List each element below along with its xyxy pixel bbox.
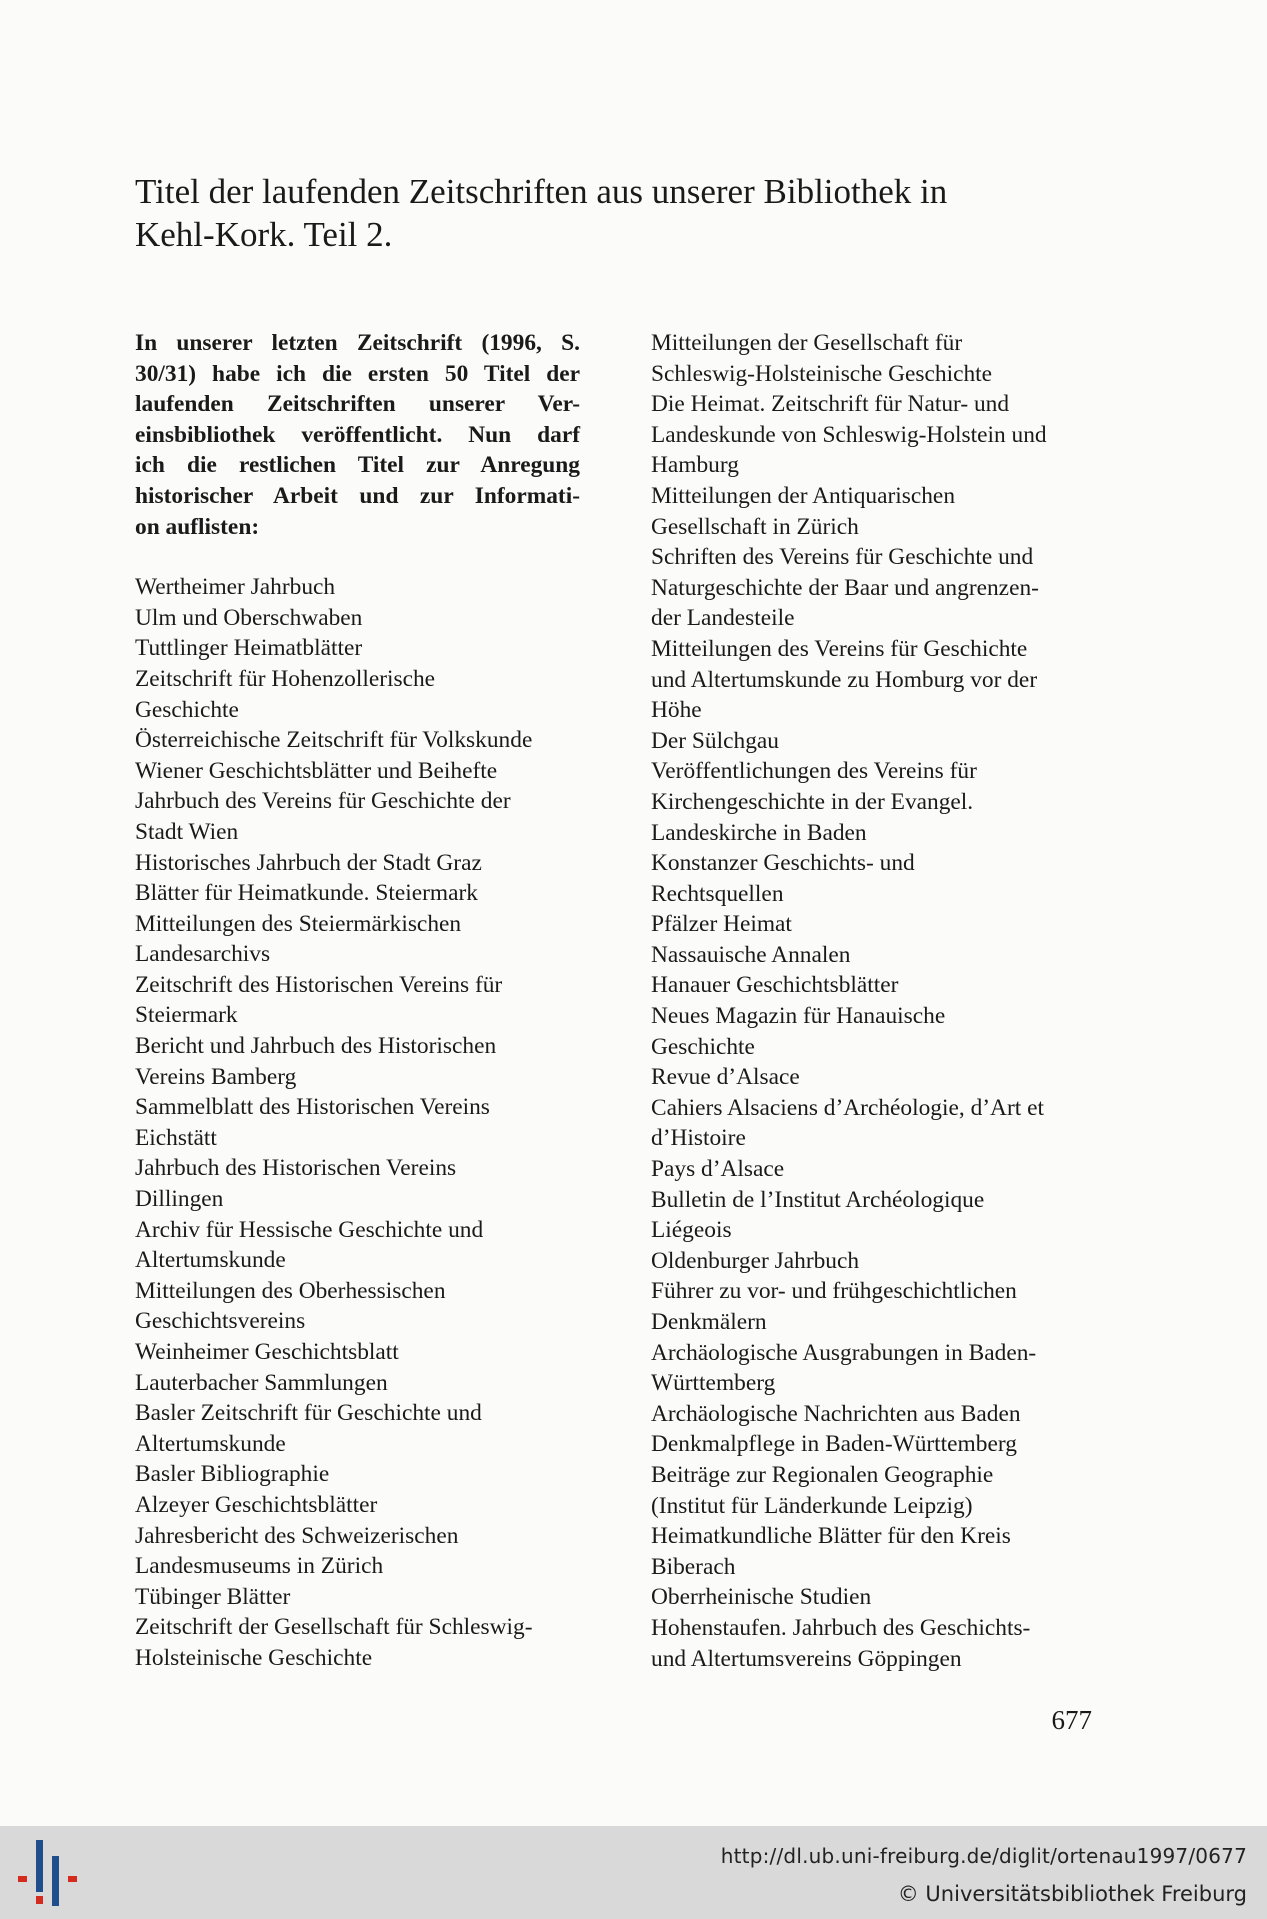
journal-title — [135, 603, 580, 634]
journal-title-line: Landeskirche in Baden — [651, 819, 867, 846]
journal-title — [651, 1521, 1097, 1582]
journal-title-line: Mitteilungen des Steiermärkischen — [135, 910, 462, 937]
journal-title-line: Basler Bibliographie — [135, 1461, 330, 1488]
left-column — [135, 328, 580, 1674]
journal-title — [651, 481, 1097, 542]
journal-title — [135, 572, 580, 603]
journal-title-line: Eichstätt — [135, 1124, 217, 1151]
journal-title-line: Tuttlinger Heimatblätter — [135, 635, 363, 662]
journal-title-line: Veröffentlichungen des Vereins für — [651, 758, 977, 785]
journal-title-line: und Altertumskunde zu Homburg vor der — [651, 666, 1038, 693]
journal-title-line: Die Heimat. Zeitschrift für Natur- und — [651, 391, 1010, 418]
journal-title-line: Lauterbacher Sammlungen — [135, 1369, 388, 1396]
journal-title — [135, 1459, 580, 1490]
page-title — [135, 170, 1095, 256]
journal-title — [651, 756, 1097, 848]
journal-title-line: Jahrbuch des Vereins für Geschichte der — [135, 788, 511, 815]
journal-title-line: Naturgeschichte der Baar und angrenzen- — [651, 574, 1039, 601]
journal-title-line: und Altertumsvereins Göppingen — [651, 1645, 962, 1672]
journal-title — [135, 1276, 580, 1337]
journal-title-line: Führer zu vor- und frühgeschichtlichen — [651, 1278, 1017, 1305]
journal-title — [651, 1613, 1097, 1674]
journal-title-line: Altertumskunde — [135, 1247, 286, 1274]
journal-title — [135, 1337, 580, 1368]
journal-title-line: Nassauische Annalen — [651, 941, 851, 968]
copyright-text: © Universitätsbibliothek Freiburg — [897, 1882, 1247, 1906]
journal-title — [135, 1368, 580, 1399]
journal-title — [135, 756, 580, 787]
journal-title-line: Wertheimer Jahrbuch — [135, 574, 336, 601]
journal-title-line: Weinheimer Geschichtsblatt — [135, 1339, 399, 1365]
journal-title-line: Jahresbericht des Schweizerischen — [135, 1522, 459, 1549]
journal-title — [135, 786, 580, 847]
journal-title — [651, 1001, 1097, 1062]
intro-line: In unserer letzten Zeitschrift (1996, S. — [135, 330, 580, 356]
journal-title-line: Mitteilungen des Oberhessischen — [135, 1277, 446, 1304]
journal-title-line: Heimatkundliche Blätter für den Kreis — [651, 1523, 1011, 1550]
journal-title-line: Historisches Jahrbuch der Stadt Graz — [135, 849, 482, 876]
journal-title — [651, 1338, 1097, 1399]
journal-title — [651, 1582, 1097, 1613]
journal-title-line: Denkmälern — [651, 1309, 767, 1335]
journal-title — [135, 1398, 580, 1459]
journal-title — [135, 1215, 580, 1276]
journal-list-right — [651, 328, 1097, 1674]
intro-line: ich die restlichen Titel zur Anregung — [135, 452, 580, 479]
journal-title-line: Pays d’Alsace — [651, 1156, 785, 1183]
journal-title-line: Hamburg — [651, 452, 739, 479]
journal-title — [651, 1276, 1097, 1337]
journal-title-line: Rechtsquellen — [651, 880, 784, 907]
journal-title-line: Biberach — [651, 1553, 736, 1580]
journal-title — [135, 725, 580, 756]
journal-title — [135, 1092, 580, 1153]
intro-line: on auflisten: — [135, 513, 260, 540]
title-line: Kehl-Kork. Teil 2. — [135, 215, 393, 254]
journal-title — [651, 634, 1097, 726]
journal-title-line: Mitteilungen der Gesellschaft für — [651, 330, 963, 356]
journal-title-line: Steiermark — [135, 1002, 238, 1029]
journal-title-line: Landeskunde von Schleswig-Holstein und — [651, 421, 1047, 448]
ub-freiburg-logo-icon[interactable] — [14, 1838, 84, 1908]
page-number: 677 — [1051, 1705, 1092, 1735]
journal-title-line: Zeitschrift des Historischen Vereins für — [135, 971, 503, 998]
journal-list-left — [135, 572, 580, 1673]
journal-title-line: Hanauer Geschichtsblätter — [651, 972, 899, 999]
journal-title-line: Stadt Wien — [135, 818, 239, 845]
journal-title-line: Schleswig-Holsteinische Geschichte — [651, 360, 993, 387]
journal-title — [651, 1093, 1097, 1154]
footer-bar — [0, 1826, 1267, 1919]
journal-title-line: Mitteilungen des Vereins für Geschichte — [651, 635, 1028, 662]
journal-title — [651, 726, 1097, 757]
journal-title — [651, 1429, 1097, 1460]
journal-title-line: Oldenburger Jahrbuch — [651, 1247, 860, 1274]
journal-title-line: Bulletin de l’Institut Archéologique — [651, 1186, 985, 1213]
journal-title-line: Konstanzer Geschichts- und — [651, 850, 915, 877]
journal-title — [135, 1490, 580, 1521]
journal-title — [651, 1399, 1097, 1430]
journal-title-line: der Landesteile — [651, 605, 795, 632]
journal-title — [651, 328, 1097, 389]
journal-title-line: Liégeois — [651, 1217, 732, 1244]
journal-title-line: Kirchengeschichte in der Evangel. — [651, 788, 974, 815]
journal-title-line: Österreichische Zeitschrift für Volkskunde — [135, 727, 533, 754]
journal-title-line: Archäologische Ausgrabungen in Baden- — [651, 1339, 1037, 1366]
right-column — [651, 328, 1097, 1674]
journal-title-line: Revue d’Alsace — [651, 1064, 800, 1091]
journal-title-line: Schriften des Vereins für Geschichte und — [651, 544, 1034, 571]
journal-title — [651, 848, 1097, 909]
journal-title-line: (Institut für Länderkunde Leipzig) — [651, 1492, 973, 1519]
journal-title-line: Oberrheinische Studien — [651, 1584, 872, 1611]
journal-title — [651, 909, 1097, 940]
journal-title — [651, 970, 1097, 1001]
journal-title-line: Beiträge zur Regionalen Geographie — [651, 1461, 994, 1488]
journal-title-line: Denkmalpflege in Baden-Württemberg — [651, 1431, 1017, 1458]
journal-title-line: Zeitschrift der Gesellschaft für Schleswig- — [135, 1614, 533, 1641]
title-line: Titel der laufenden Zeitschriften aus unserer Bibliothek in — [135, 172, 948, 211]
journal-title — [135, 1582, 580, 1613]
journal-title — [651, 1185, 1097, 1246]
journal-title — [135, 878, 580, 909]
journal-title — [135, 1153, 580, 1214]
journal-title-line: Altertumskunde — [135, 1430, 286, 1457]
journal-title — [651, 389, 1097, 481]
journal-title-line: Alzeyer Geschichtsblätter — [135, 1491, 378, 1518]
journal-title — [135, 1612, 580, 1673]
journal-title-line: Geschichte — [135, 696, 239, 723]
journal-title-line: Württemberg — [651, 1370, 776, 1397]
journal-title — [135, 1031, 580, 1092]
journal-title-line: Zeitschrift für Hohenzollerische — [135, 665, 436, 692]
journal-title-line: Ulm und Oberschwaben — [135, 604, 363, 631]
journal-title — [651, 542, 1097, 634]
journal-title-line: Jahrbuch des Historischen Vereins — [135, 1155, 457, 1182]
journal-title-line: Pfälzer Heimat — [651, 911, 792, 938]
journal-title — [651, 1460, 1097, 1521]
journal-title-line: Vereins Bamberg — [135, 1063, 297, 1090]
source-url-link[interactable]: http://dl.ub.uni-freiburg.de/diglit/ortenau1997/0677 — [720, 1844, 1247, 1868]
journal-title-line: Bericht und Jahrbuch des Historischen — [135, 1033, 497, 1060]
journal-title — [651, 940, 1097, 971]
journal-title-line: Tübinger Blätter — [135, 1583, 291, 1610]
journal-title-line: Archäologische Nachrichten aus Baden — [651, 1400, 1021, 1427]
journal-title — [135, 848, 580, 879]
journal-title-line: Mitteilungen der Antiquarischen — [651, 482, 956, 509]
journal-title-line: Archiv für Hessische Geschichte und — [135, 1216, 484, 1243]
journal-title — [135, 970, 580, 1031]
journal-title-line: Landesarchivs — [135, 941, 271, 968]
journal-title-line: Der Sülchgau — [651, 727, 779, 754]
journal-title-line: Landesmuseums in Zürich — [135, 1553, 384, 1580]
journal-title — [135, 664, 580, 725]
intro-line: laufenden Zeitschriften unserer Ver- — [135, 391, 580, 418]
journal-title — [135, 909, 580, 970]
journal-title — [135, 633, 580, 664]
journal-title-line: Holsteinische Geschichte — [135, 1644, 373, 1671]
journal-title-line: Cahiers Alsaciens d’Archéologie, d’Art et — [651, 1094, 1044, 1121]
journal-title-line: Dillingen — [135, 1186, 224, 1213]
intro-line: einsbibliothek veröffentlicht. Nun darf — [135, 421, 580, 448]
journal-title-line: Gesellschaft in Zürich — [651, 513, 859, 540]
journal-title-line: Hohenstaufen. Jahrbuch des Geschichts- — [651, 1614, 1031, 1641]
intro-line: 30/31) habe ich die ersten 50 Titel der — [135, 360, 580, 387]
journal-title-line: Geschichte — [651, 1033, 755, 1060]
intro-paragraph — [135, 328, 580, 542]
journal-title-line: Höhe — [651, 697, 702, 724]
journal-title — [651, 1246, 1097, 1277]
journal-title-line: d’Histoire — [651, 1125, 746, 1152]
journal-title-line: Blätter für Heimatkunde. Steiermark — [135, 880, 478, 907]
journal-title — [651, 1154, 1097, 1185]
journal-title-line: Basler Zeitschrift für Geschichte und — [135, 1400, 482, 1427]
journal-title — [651, 1062, 1097, 1093]
journal-title-line: Sammelblatt des Historischen Vereins — [135, 1094, 490, 1121]
journal-title-line: Geschichtsvereins — [135, 1308, 306, 1335]
journal-title-line: Wiener Geschichtsblätter und Beihefte — [135, 757, 498, 784]
journal-title — [135, 1521, 580, 1582]
journal-title-line: Neues Magazin für Hanauische — [651, 1003, 946, 1030]
intro-line: historischer Arbeit und zur Informati- — [135, 482, 580, 509]
